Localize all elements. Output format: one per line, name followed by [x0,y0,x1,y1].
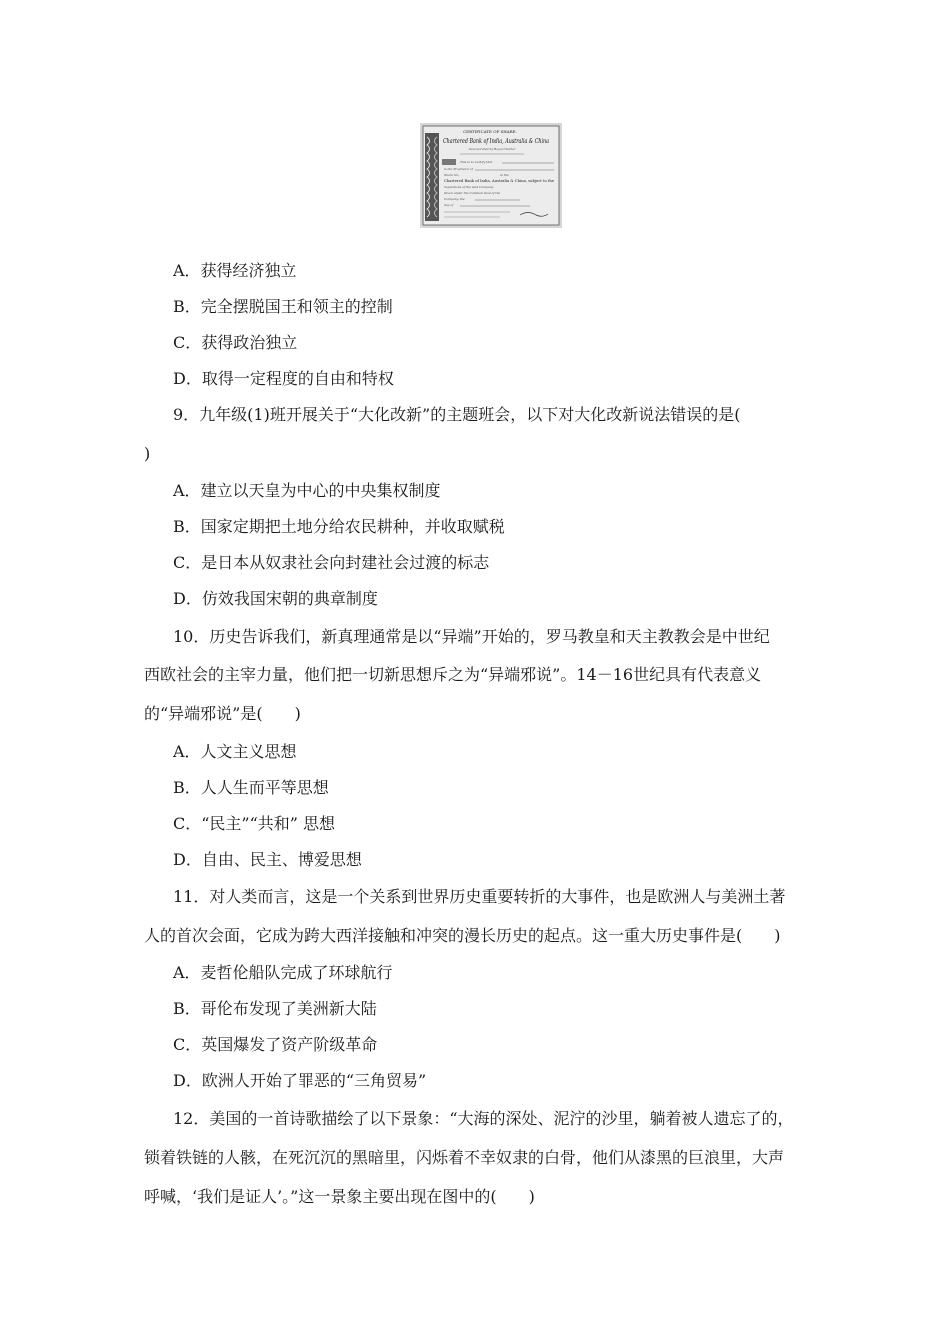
q9-option-c: C．是日本从奴隶社会向封建社会过渡的标志 [173,553,490,572]
q12-stem-line1: 12．美国的一首诗歌描绘了以下景象：“大海的深处、泥泞的沙里，躺着被人遗忘了的， [173,1109,794,1128]
certificate-line: Company, the [444,197,465,201]
q12-stem-line2: 锁着铁链的人骸，在死沉沉的黑暗里，闪烁着不幸奴隶的白骨，他们从漆黑的巨浪里，大声 [144,1148,785,1167]
q12-stem-line3: 呼喊，‘我们是证人’。”这一景象主要出现在图中的( ) [144,1187,535,1206]
certificate-heading: CERTIFICATE OF SHARE. [463,129,517,134]
q8-option-c: C．获得政治独立 [173,333,298,352]
certificate-line: in the [500,173,509,177]
q9-stem-line2: ) [144,444,151,463]
q9-stem-line1: 9．九年级(1)班开展关于“大化改新”的主题班会，以下对大化改新说法错误的是( [173,405,741,424]
q9-option-a: A．建立以天皇为中心的中央集权制度 [173,481,441,500]
certificate-line: This is to Certify that [460,160,493,164]
certificate-line: Incorporated by Royal Charter [468,147,516,151]
q10-option-d: D．自由、民主、博爱思想 [173,850,362,869]
q11-option-b: B．哥伦布发现了美洲新大陆 [173,999,377,1018]
certificate-line: Chartered Bank of India, Australia & China, subject to the [444,179,555,183]
q8-option-a: A．获得经济独立 [173,261,297,280]
q11-stem-line1: 11．对人类而言，这是一个关系到世界历史重要转折的大事件，也是欧洲人与美洲土著 [173,887,786,906]
certificate-of-share-image [420,123,562,228]
q11-option-a: A．麦哲伦船队完成了环球航行 [173,963,393,982]
certificate-line: regulations of the said Company [444,185,494,189]
q11-stem-line2: 人的首次会面，它成为跨大西洋接触和冲突的漫长历史的起点。这一重大历史事件是( ) [144,926,781,945]
q10-stem-line1: 10．历史告诉我们，新真理通常是以“异端”开始的，罗马教皇和天主教教会是中世纪 [173,627,770,646]
certificate-bank-name: Chartered Bank of India, Australia & China [443,137,550,145]
q8-option-d: D．取得一定程度的自由和特权 [173,369,394,388]
q11-option-d: D．欧洲人开始了罪恶的“三角贸易” [173,1071,427,1090]
certificate-line: day of [444,203,454,207]
certificate-line: is the Proprietor of [444,167,473,171]
q10-option-c: C．“民主”“共和” 思想 [173,814,336,833]
q10-stem-line3: 的“异端邪说”是( ) [144,704,301,723]
q10-option-b: B．人人生而平等思想 [173,778,329,797]
q9-option-b: B．国家定期把土地分给农民耕种，并收取赋税 [173,517,505,536]
certificate-line: Share No. [444,173,460,177]
q10-option-a: A．人文主义思想 [173,742,297,761]
q8-option-b: B．完全摆脱国王和领主的控制 [173,297,393,316]
q11-option-c: C．英国爆发了资产阶级革命 [173,1035,378,1054]
certificate-line: Given under the Common Seal of the [444,191,501,195]
q10-stem-line2: 西欧社会的主宰力量，他们把一切新思想斥之为“异端邪说”。14－16世纪具有代表意义 [144,665,762,684]
q9-option-d: D．仿效我国宋朝的典章制度 [173,589,378,608]
